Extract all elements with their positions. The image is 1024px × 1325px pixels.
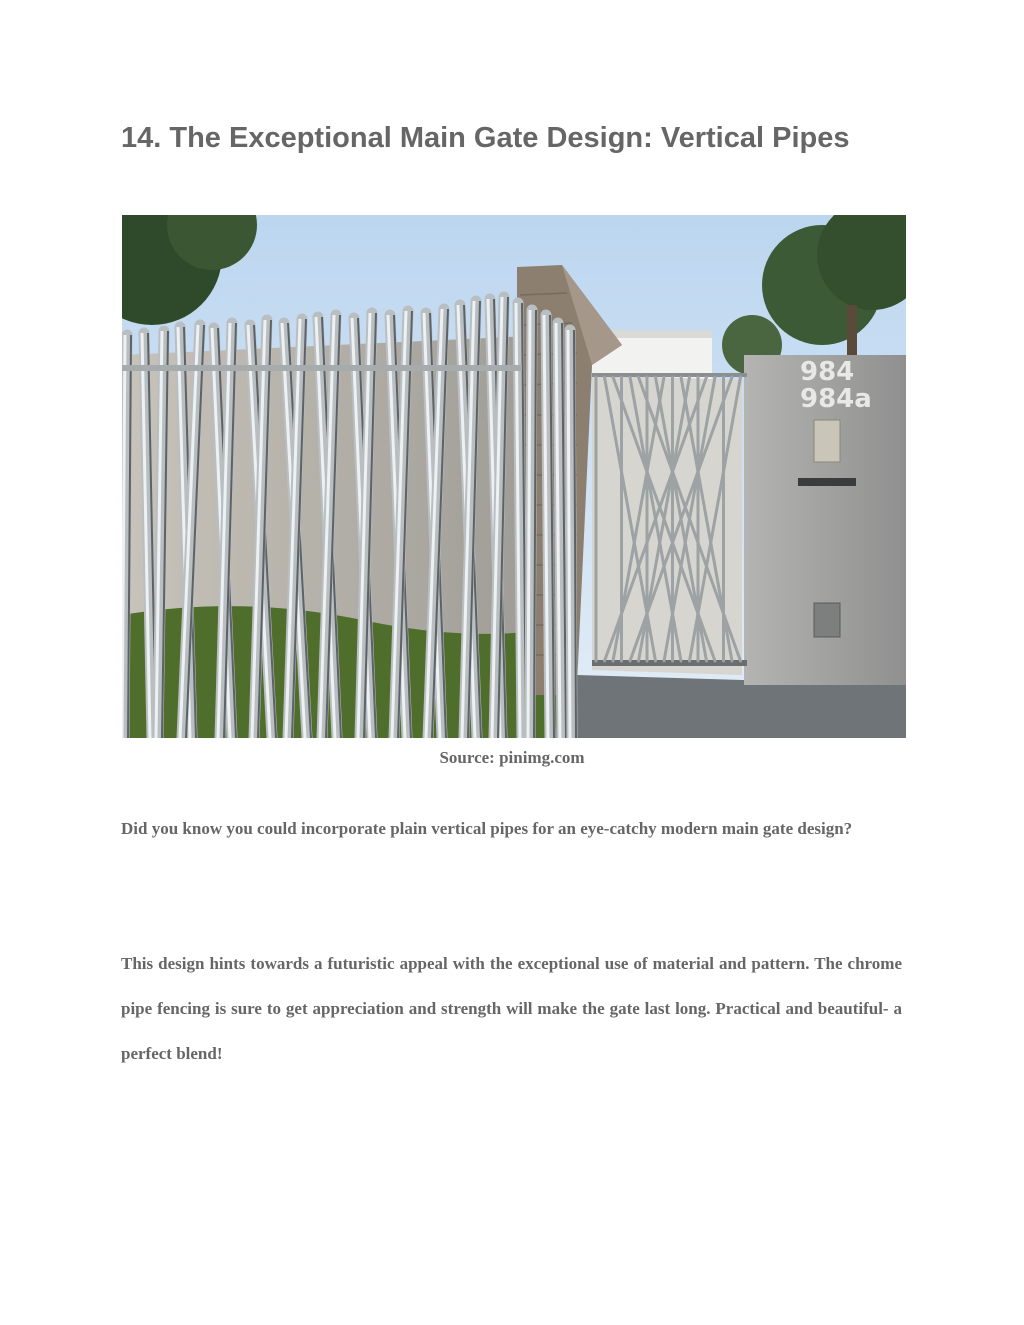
intercom [814,420,840,462]
house-number-2: 984a [800,384,872,414]
gate-photo [122,215,906,738]
chrome-pipe-highlight [528,310,530,738]
fence-rail [122,365,522,371]
paragraph-1: Did you know you could incorporate plain vertical pipes for an eye-catchy modern main gate design? [121,819,853,838]
page-title: 14. The Exceptional Main Gate Design: Vertical Pipes [121,122,850,154]
number-pillar [744,355,906,685]
gate-photo-illustration [122,215,906,738]
house-number-1: 984 [800,357,855,387]
paragraph-2: This design hints towards a futuristic appeal with the exceptional use of material and pattern. The chrome pipe fencing is sure to get appreciation and strength will make the gate last long. Practical and beautiful- a perfect blend! [121,954,902,1063]
chrome-pipe-highlight [568,330,570,738]
image-caption: Source: pinimg.com [439,748,585,767]
meter-box [814,603,840,637]
mail-slot [798,478,856,486]
